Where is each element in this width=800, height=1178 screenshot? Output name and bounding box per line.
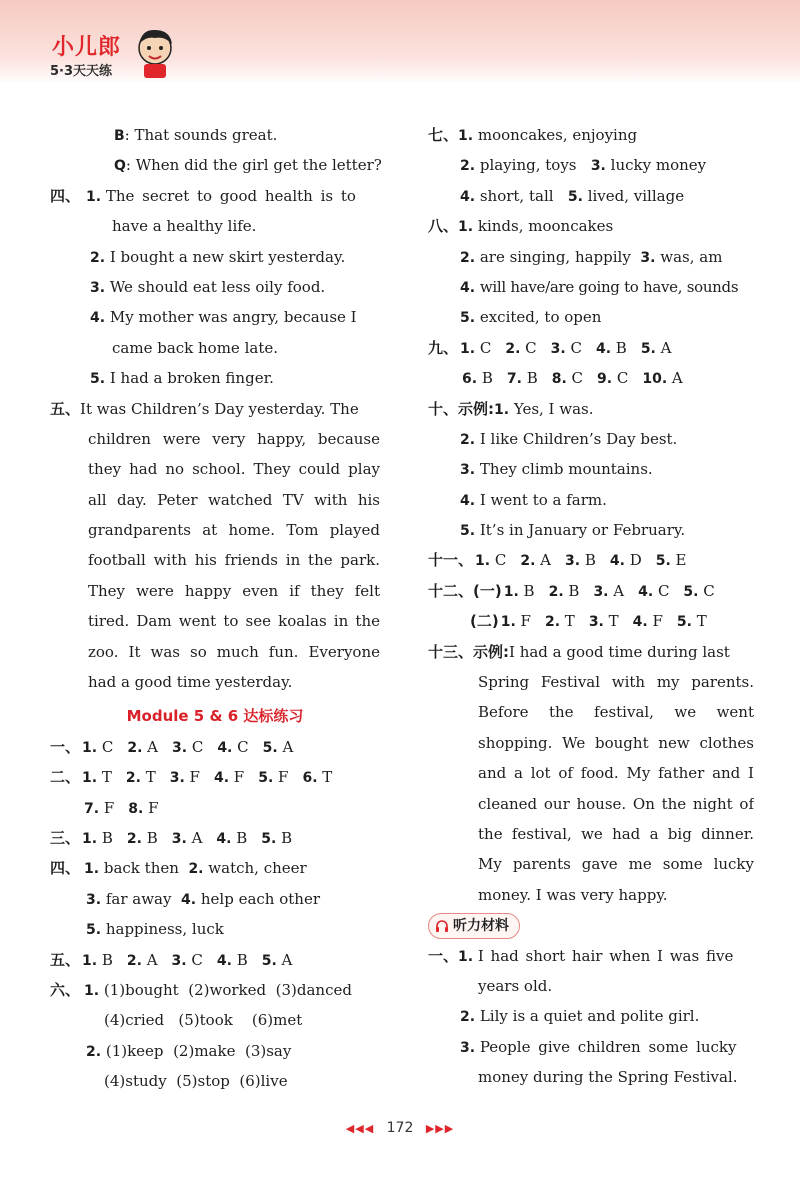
answer-value: T	[603, 612, 619, 631]
answer-line	[428, 272, 754, 302]
answer-line	[428, 211, 754, 241]
answer-text: kinds, mooncakes	[477, 217, 614, 236]
answer-line	[428, 1032, 754, 1062]
passage-line: children were very happy, because	[88, 429, 380, 448]
item-number: 2.	[544, 614, 561, 631]
item-number: 6.	[462, 371, 478, 388]
headphones-icon	[435, 919, 449, 933]
answer-value: D	[624, 551, 642, 570]
passage-line: grandparents at home. Tom played	[88, 521, 380, 540]
speaker-label: Q	[114, 158, 126, 175]
answer-text: far away	[105, 889, 172, 908]
passage-line: and a lot of food. My father and I	[478, 764, 754, 783]
answer-items	[460, 369, 683, 387]
answer-line	[428, 394, 754, 424]
answer-line	[428, 150, 754, 180]
prev-arrows-icon: ◀◀◀	[345, 1122, 375, 1135]
item-number: 3.	[90, 279, 106, 296]
item-number: 4.	[460, 188, 476, 205]
left-column	[50, 120, 380, 1097]
next-arrows-icon: ▶▶▶	[425, 1122, 455, 1135]
item-number: 4.	[609, 553, 625, 570]
item-number: 3.	[640, 249, 656, 266]
item-number: 3.	[550, 340, 566, 357]
answer-line	[50, 150, 380, 180]
answer-row	[50, 793, 380, 823]
answer-text: was, am	[660, 247, 723, 266]
answer-text: Yes, I was.	[513, 399, 594, 418]
answer-text: I like Children’s Day best.	[479, 429, 678, 448]
answer-row	[50, 945, 380, 975]
item-number: 4.	[460, 492, 476, 509]
answer-line: have a healthy life.	[112, 217, 257, 236]
answer-value: C	[566, 369, 584, 388]
section-number: 八、	[428, 217, 459, 236]
item-number: 8.	[551, 371, 567, 388]
answer-value: B	[521, 369, 538, 388]
item-number: 1.	[84, 982, 100, 999]
answer-value: B	[231, 950, 248, 969]
answer-line	[50, 302, 380, 332]
answer-items	[502, 582, 715, 600]
passage-line: cleaned our house. On the night of	[478, 794, 754, 813]
brand-logo: 小儿郎	[52, 35, 122, 60]
answer-value: F	[515, 612, 531, 631]
answer-row	[428, 363, 754, 393]
item-number: 5.	[90, 371, 106, 388]
answer-value: C	[232, 737, 249, 756]
item-number: 1.	[503, 583, 519, 600]
answer-text: The secret to good health is to	[105, 186, 356, 205]
answer-row	[428, 545, 754, 575]
answer-value: F	[647, 612, 663, 631]
page-header	[0, 0, 800, 84]
answer-value: T	[560, 612, 575, 631]
item-number: 1.	[460, 340, 476, 357]
item-number: 1.	[500, 614, 516, 631]
item-number: 3.	[86, 891, 102, 908]
answer-text: It was Children’s Day yesterday. The	[80, 399, 359, 418]
answer-line	[428, 637, 754, 667]
answer-line	[428, 242, 754, 272]
answer-line	[428, 181, 754, 211]
answer-line	[428, 454, 754, 484]
answer-value: A	[276, 950, 293, 969]
item-number: 2.	[90, 249, 106, 266]
answer-line	[428, 485, 754, 515]
item-number: 5.	[261, 830, 277, 847]
answer-text: lucky money	[610, 156, 707, 175]
item-number: 1.	[82, 739, 98, 756]
answer-text: happiness, luck	[105, 920, 224, 939]
item-number: 4.	[90, 310, 106, 327]
section-number: 四、	[50, 859, 81, 878]
answer-text: It’s in January or February.	[479, 521, 686, 540]
answer-text: People give children some lucky	[479, 1037, 737, 1056]
section-number: (二)	[470, 612, 499, 631]
page-number: 172	[386, 1120, 414, 1136]
answer-value: A	[535, 551, 551, 570]
item-number: 9.	[597, 371, 613, 388]
item-number: 5.	[640, 340, 656, 357]
item-number: 1.	[82, 830, 98, 847]
section-number: 三、	[50, 828, 81, 847]
answer-value: E	[670, 551, 687, 570]
item-number: 5.	[676, 614, 692, 631]
section-number: 十一、	[428, 551, 474, 570]
item-number: 3.	[169, 770, 185, 787]
answer-line	[50, 242, 380, 272]
answer-value: A	[667, 369, 683, 388]
item-number: 5.	[86, 922, 102, 939]
answer-value: C	[187, 737, 204, 756]
item-number: 8.	[128, 800, 144, 817]
answer-value: F	[273, 768, 289, 787]
passage-line: all day. Peter watched TV with his	[88, 490, 380, 509]
answer-value: F	[229, 768, 245, 787]
answer-value: A	[186, 828, 203, 847]
answer-row	[428, 333, 754, 363]
section-number: 二、	[50, 768, 81, 787]
answer-text: I had a good time during last	[509, 642, 730, 661]
item-number: 2.	[460, 158, 476, 175]
item-number: 5.	[258, 770, 274, 787]
item-number: 5.	[567, 188, 583, 205]
item-number: 4.	[460, 279, 476, 296]
answer-row	[428, 576, 754, 606]
answer-value: B	[477, 369, 493, 388]
answer-text: We should eat less oily food.	[109, 277, 326, 296]
answer-value: A	[141, 950, 158, 969]
answer-value: B	[141, 828, 158, 847]
item-number: 1.	[82, 770, 98, 787]
brand-subtitle: 5·3天天练	[50, 64, 113, 79]
answer-value: B	[563, 581, 580, 600]
passage-line: money during the Spring Festival.	[478, 1068, 738, 1087]
item-number: 5.	[460, 523, 476, 540]
answer-value: B	[276, 828, 293, 847]
passage-line: money. I was very happy.	[478, 885, 668, 904]
passage-line: My parents gave me some lucky	[478, 855, 754, 874]
answer-row	[50, 823, 380, 853]
answer-line	[50, 914, 380, 944]
answer-row	[428, 606, 754, 636]
section-number: 九、	[428, 338, 459, 357]
answer-value: C	[565, 338, 582, 357]
answer-line	[50, 853, 380, 883]
passage-line: years old.	[478, 976, 553, 995]
item-number: 3.	[171, 830, 187, 847]
answer-value: B	[611, 338, 627, 357]
passage-line: Spring Festival with my parents.	[478, 673, 754, 692]
answer-line	[428, 302, 754, 332]
answer-value: A	[142, 737, 158, 756]
answer-text: Lily is a quiet and polite girl.	[479, 1007, 700, 1026]
answer-items	[473, 551, 686, 569]
passage-line: They were happy even if they felt	[88, 581, 380, 600]
item-number: 4.	[216, 830, 232, 847]
passage-line: the festival, we had a big dinner.	[478, 824, 754, 843]
item-number: 2.	[505, 340, 521, 357]
item-number: 3.	[588, 614, 604, 631]
answer-value: B	[231, 828, 248, 847]
item-number: 2.	[127, 739, 143, 756]
passage-line: tired. Dam went to see koalas in the	[88, 612, 380, 631]
item-number: 2.	[460, 249, 476, 266]
answer-items	[80, 768, 332, 786]
answer-line	[50, 394, 380, 424]
item-number: 4.	[216, 952, 232, 969]
item-number: 7.	[506, 371, 522, 388]
item-number: 3.	[460, 462, 476, 479]
item-number: 2.	[188, 861, 204, 878]
item-number: 1.	[458, 948, 474, 965]
item-number: 2.	[460, 431, 476, 448]
listening-header	[428, 910, 754, 940]
answer-text: My mother was angry, because I	[109, 308, 357, 327]
item-number: 2.	[126, 830, 142, 847]
mascot-icon	[132, 26, 178, 80]
answer-line	[50, 884, 380, 914]
answer-value: A	[655, 338, 672, 357]
answer-text: I had short hair when I was five	[477, 946, 734, 965]
answer-row	[50, 762, 380, 792]
answer-text: (1)bought (2)worked (3)danced	[103, 980, 352, 999]
answer-text: will have/are going to have, sounds	[479, 277, 739, 296]
item-number: 4.	[595, 340, 612, 357]
item-number: 4.	[638, 583, 654, 600]
answer-line: (4)cried (5)took (6)met	[104, 1011, 303, 1030]
item-number: 1.	[475, 553, 491, 570]
item-number: 2.	[520, 553, 536, 570]
speaker-label: B	[114, 128, 125, 144]
item-number: 10.	[642, 371, 668, 388]
answer-value: C	[520, 338, 537, 357]
passage-line: Before the festival, we went	[478, 703, 754, 722]
answer-text: I had a broken finger.	[109, 369, 274, 388]
section-number: 十、示例:	[428, 399, 494, 418]
passage-line: had a good time yesterday.	[88, 673, 293, 692]
answer-line	[50, 363, 380, 393]
item-number: 2.	[548, 583, 564, 600]
answer-value: T	[691, 612, 707, 631]
section-number: 五、	[50, 950, 81, 969]
passage-line: zoo. It was so much fun. Everyone	[88, 642, 380, 661]
answer-value: A	[608, 581, 625, 600]
answer-text: I bought a new skirt yesterday.	[109, 247, 346, 266]
section-number: 四、	[50, 186, 81, 205]
item-number: 5.	[261, 952, 277, 969]
item-number: 2.	[126, 952, 142, 969]
item-number: 6.	[302, 770, 318, 787]
item-number: 5.	[655, 553, 671, 570]
answer-value: F	[184, 768, 200, 787]
answer-items	[458, 339, 671, 357]
answer-value: C	[612, 369, 629, 388]
answer-text: (1)keep (2)make (3)say	[105, 1041, 292, 1060]
answer-line: (4)study (5)stop (6)live	[104, 1072, 288, 1091]
item-number: 4.	[181, 891, 197, 908]
answer-text: They climb mountains.	[479, 460, 653, 479]
answer-text: playing, toys	[479, 156, 577, 175]
section-number: 十二、(一)	[428, 581, 502, 600]
answer-line	[50, 181, 380, 211]
section-number: 七、	[428, 126, 459, 144]
answer-value: C	[653, 581, 670, 600]
answer-items	[80, 829, 292, 847]
item-number: 1.	[82, 952, 98, 969]
item-number: 2.	[125, 770, 141, 787]
answer-line	[50, 975, 380, 1005]
answer-text: I went to a farm.	[479, 490, 607, 509]
answer-text: are singing, happily	[479, 247, 631, 266]
item-number: 2.	[460, 1009, 476, 1026]
answer-line	[428, 515, 754, 545]
answer-line	[428, 1001, 754, 1031]
answer-text: watch, cheer	[208, 859, 307, 878]
answer-line	[428, 424, 754, 454]
section-title: Module 5 & 6 达标练习	[126, 707, 304, 726]
section-number: 六、	[50, 980, 81, 999]
listening-tag	[428, 913, 520, 939]
answer-value: T	[140, 768, 156, 787]
item-number: 3.	[172, 739, 188, 756]
passage-line: they had no school. They could play	[88, 460, 380, 479]
answer-text: mooncakes, enjoying	[477, 126, 638, 144]
answer-text: lived, village	[587, 186, 685, 205]
answer-value: B	[580, 551, 596, 570]
section-number: 一、	[50, 737, 81, 756]
item-number: 1.	[458, 128, 474, 144]
answer-text: : When did the girl get the letter?	[125, 156, 382, 175]
item-number: 5.	[683, 583, 699, 600]
answer-text: : That sounds great.	[124, 126, 278, 144]
answer-items	[80, 951, 292, 969]
item-number: 7.	[84, 800, 100, 817]
item-number: 4.	[632, 614, 648, 631]
answer-value: F	[143, 798, 159, 817]
item-number: 1.	[458, 219, 474, 236]
answer-value: T	[317, 768, 333, 787]
item-number: 1.	[494, 401, 510, 418]
answer-text: help each other	[200, 889, 320, 908]
item-number: 5.	[460, 310, 476, 327]
answer-value: C	[698, 581, 715, 600]
item-number: 3.	[460, 1039, 476, 1056]
section-number: 一、	[428, 946, 459, 965]
answer-value: C	[97, 737, 114, 756]
answer-line	[428, 120, 754, 150]
right-column	[428, 120, 754, 1093]
item-number: 4.	[213, 770, 230, 787]
item-number: 3.	[565, 553, 581, 570]
answer-line: came back home late.	[112, 338, 278, 357]
answer-value: B	[97, 828, 113, 847]
answer-items	[499, 612, 707, 630]
answer-value: C	[186, 950, 203, 969]
answer-line	[50, 272, 380, 302]
answer-value: B	[518, 581, 535, 600]
answer-value: C	[490, 551, 507, 570]
item-number: 3.	[593, 583, 609, 600]
answer-value: C	[475, 338, 492, 357]
answer-text: short, tall	[479, 186, 554, 205]
item-number: 3.	[590, 158, 606, 175]
listening-tag-label: 听力材料	[453, 918, 509, 935]
answer-line	[50, 1036, 380, 1066]
answer-items	[80, 738, 293, 756]
answer-text: excited, to open	[479, 308, 602, 327]
answer-value: T	[97, 768, 112, 787]
item-number: 4.	[217, 739, 233, 756]
answer-items	[82, 799, 159, 817]
page-footer	[0, 1120, 800, 1136]
item-number: 1.	[84, 861, 100, 878]
item-number: 5.	[262, 739, 278, 756]
passage-line: shopping. We bought new clothes	[478, 733, 754, 752]
answer-row	[50, 732, 380, 762]
answer-value: F	[99, 798, 115, 817]
passage-line: football with his friends in the park.	[88, 551, 380, 570]
answer-value: B	[97, 950, 113, 969]
item-number: 3.	[171, 952, 187, 969]
section-number: 五、	[50, 399, 81, 418]
answer-line	[428, 941, 754, 971]
answer-line	[50, 120, 380, 150]
answer-value: A	[277, 737, 294, 756]
answer-text: back then	[103, 859, 179, 878]
item-number: 1.	[86, 188, 102, 205]
section-number: 十三、示例:	[428, 642, 509, 661]
item-number: 2.	[86, 1043, 102, 1060]
